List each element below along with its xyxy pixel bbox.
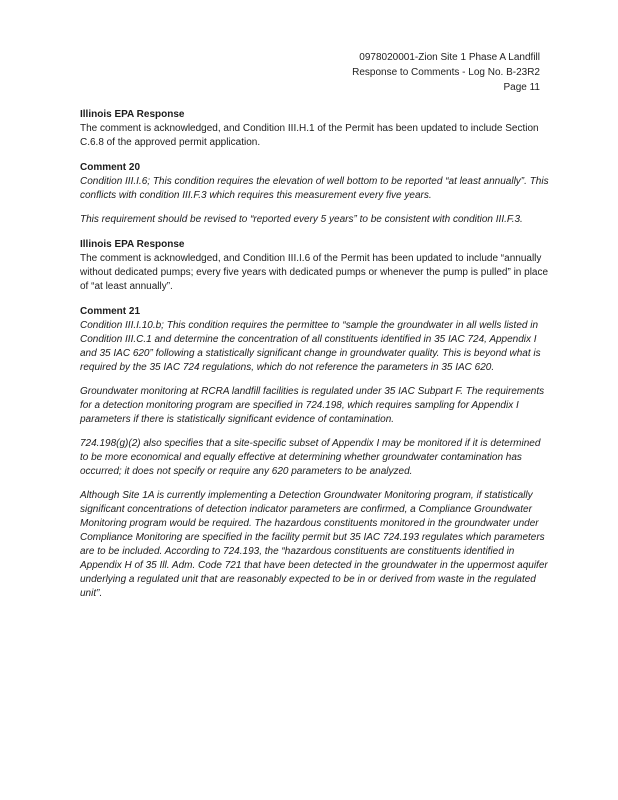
document-body: [80, 108, 550, 601]
comment-20-paragraph-2: This requirement should be revised to “reported every 5 years” to be consistent with condition III.F.3.: [80, 214, 523, 225]
comment-21-heading: Comment 21: [80, 306, 141, 317]
response-19-text: The comment is acknowledged, and Condition III.H.1 of the Permit has been updated to include Section C.6.8 of the approved permit application.: [80, 123, 539, 148]
header-log-number: Response to Comments - Log No. B-23R2: [352, 67, 540, 78]
comment-21-paragraph-2: Groundwater monitoring at RCRA landfill facilities is regulated under 35 IAC Subpart F. The requirements for a detection monitoring program are specified in 724.198, which requires sampling for Appendix I parameters if there is statistically significant evidence of contamination.: [80, 386, 545, 425]
header-page-number: Page 11: [503, 82, 540, 93]
comment-21-paragraph-1: Condition III.I.10.b; This condition requires the permittee to “sample the groundwater in all wells listed in Condition III.C.1 and determine the concentration of all constituents identified in 35 IAC 724, Appendix I and 35 IAC 620” following a statistically significant change in groundwater quality. This is beyond what is required by the 35 IAC 724 regulations, which do not reference the parameters in 35 IAC 620.: [80, 320, 541, 373]
header-site-id: 0978020001-Zion Site 1 Phase A Landfill: [359, 52, 540, 63]
page-header: [352, 50, 540, 95]
comment-20-paragraph-1: Condition III.I.6; This condition requires the elevation of well bottom to be reported “at least annually”. This conflicts with condition III.F.3 which requires this measurement every five years.: [80, 176, 549, 201]
response-19-heading: Illinois EPA Response: [80, 109, 185, 120]
response-20-heading: Illinois EPA Response: [80, 239, 185, 250]
comment-21-paragraph-3: 724.198(g)(2) also specifies that a site-specific subset of Appendix I may be monitored if it is determined to be more economical and equally effective at determining whether groundwater contamination has occurred; it does not specify or require any 620 parameters to be analyzed.: [80, 438, 541, 477]
response-20-text: The comment is acknowledged, and Condition III.I.6 of the Permit has been updated to include “annually without dedicated pumps; every five years with dedicated pumps or whenever the pump is pulled” in place of “at least annually”.: [80, 253, 549, 292]
comment-20-heading: Comment 20: [80, 162, 141, 173]
comment-21-paragraph-4: Although Site 1A is currently implementing a Detection Groundwater Monitoring program, if statistically significant concentrations of detection indicator parameters are confirmed, a Compliance Groundwater Monitoring program would be required. The hazardous constituents monitored in the groundwater under Compliance Monitoring are specified in the facility permit but 35 IAC 724.193 regulates which parameters are to be included. According to 724.193, the “hazardous constituents are constituents identified in Appendix H of 35 Ill. Adm. Code 721 that have been detected in the groundwater in the uppermost aquifer underlying a regulated unit that are reasonably expected to be in or derived from waste in the regulated unit”.: [80, 490, 548, 599]
